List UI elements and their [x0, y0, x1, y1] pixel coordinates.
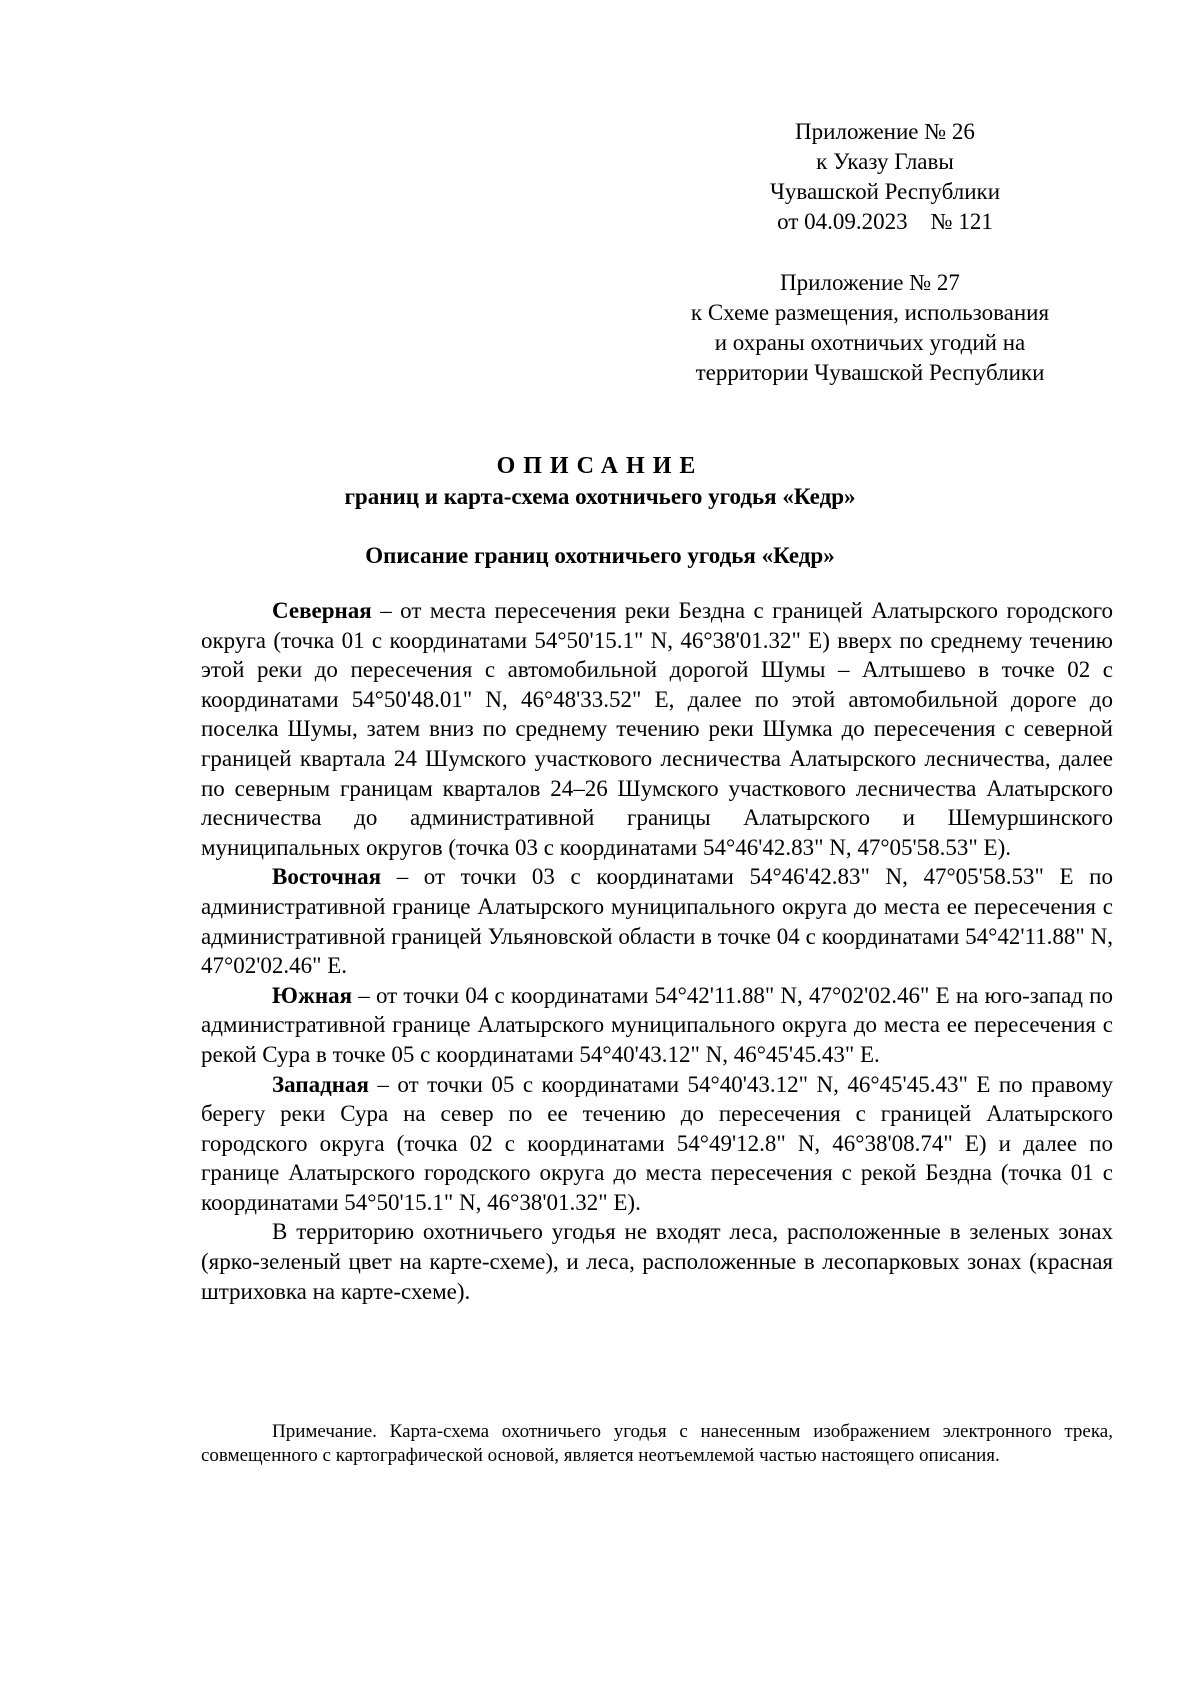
north-boundary-label: Северная — [272, 598, 372, 623]
south-boundary-label: Южная — [272, 982, 353, 1008]
west-boundary-paragraph — [201, 1070, 1113, 1218]
appendix-26-line2: к Указу Главы — [816, 149, 954, 174]
note-block — [201, 1420, 1113, 1468]
appendix-27-header — [625, 268, 1115, 388]
appendix-27-line2: к Схеме размещения, использования — [690, 300, 1050, 325]
north-boundary-paragraph — [201, 596, 1113, 862]
appendix-26-header — [735, 117, 1035, 237]
note-text: Примечание. Карта-схема охотничьего угодья с нанесенным изображением электронного трека, совмещенного с картографической основой, является неотъемлемой частью настоящего описания. — [201, 1421, 1113, 1466]
east-boundary-paragraph — [201, 862, 1113, 980]
appendix-26-line4: от 04.09.2023 № 121 — [777, 209, 993, 234]
appendix-27-line4: территории Чувашской Республики — [695, 360, 1045, 385]
south-boundary-text: – от точки 04 с координатами 54°42'11.88" N, 47°02'02.46" E на юго-запад по административной границе Алатырского муниципального округа до места ее пересечения с рекой Сура в точке 05 с координатами 54°40'43.12" N, 46°45'45.43" E. — [201, 982, 1113, 1067]
document-subtitle: границ и карта-схема охотничьего угодья «Кедр» — [344, 484, 856, 509]
boundaries-description — [201, 596, 1113, 1306]
east-boundary-label: Восточная — [272, 864, 382, 890]
document-title: ОПИСАНИЕ — [496, 453, 704, 479]
section-heading: Описание границ охотничьего угодья «Кедр» — [365, 543, 835, 568]
appendix-27-line1: Приложение № 27 — [780, 270, 960, 295]
appendix-27-line3: и охраны охотничьих угодий на — [714, 330, 1026, 355]
north-boundary-text: – от места пересечения реки Бездна с границей Алатырского городского округа (точка 01 с координатами 54°50'15.1" N, 46°38'01.32" E) вверх по среднему течению этой реки до пересечения с автомобильной дорогой Шумы – Алтышево в точке 02 с координатами 54°50'48.01" N, 46°48'33.52" E, далее по этой автомобильной дороге до поселка Шумы, затем вниз по среднему течению реки Шумка до пересечения с северной границей квартала 24 Шумского участкового лесничества Алатырского лесничества, далее по северным границам кварталов 24–26 Шумского участкового лесничества Алатырского лесничества до административной границы Алатырского и Шемуршинского муниципальных округов (точка 03 с координатами 54°46'42.83" N, 47°05'58.53" E). — [201, 598, 1113, 860]
appendix-26-line3: Чувашской Республики — [769, 179, 1001, 204]
appendix-26-line1: Приложение № 26 — [795, 119, 975, 144]
east-boundary-text: – от точки 03 с координатами 54°46'42.83" N, 47°05'58.53" E по административной границе Алатырского муниципального округа до места ее пересечения с административной границей Ульяновской области в точке 04 с координатами 54°42'11.88" N, 47°02'02.46" E. — [201, 864, 1113, 979]
south-boundary-paragraph — [201, 981, 1113, 1070]
exclusion-paragraph: В территорию охотничьего угодья не входят леса, расположенные в зеленых зонах (ярко-зеленый цвет на карте-схеме), и леса, расположенные в лесопарковых зонах (красная штриховка на карте-схеме). — [201, 1219, 1113, 1304]
west-boundary-label: Западная — [272, 1071, 369, 1097]
west-boundary-text: – от точки 05 с координатами 54°40'43.12" N, 46°45'45.43" E по правому берегу реки Сура на север по ее течению до пересечения с границей Алатырского городского округа (точка 02 с координатами 54°49'12.8" N, 46°38'08.74" E) и далее по границе Алатырского городского округа до места пересечения с рекой Бездна (точка 01 с координатами 54°50'15.1" N, 46°38'01.32" E). — [201, 1071, 1113, 1215]
